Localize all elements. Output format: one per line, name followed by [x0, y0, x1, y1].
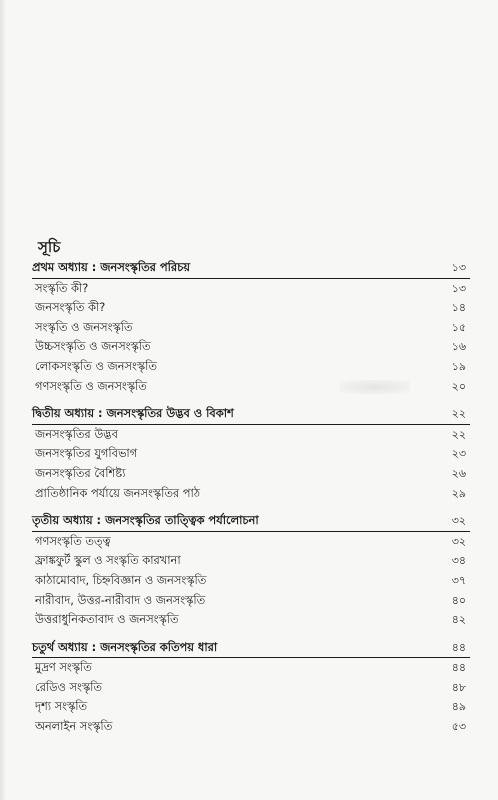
section-title: নারীবাদ, উত্তর-নারীবাদ ও জনসংস্কৃতি — [35, 592, 206, 607]
table-of-contents — [32, 258, 470, 737]
section-page-number: ১৩ — [451, 281, 466, 295]
section-title: উত্তরাধুনিকতাবাদ ও জনসংস্কৃতি — [35, 612, 179, 627]
toc-entry — [32, 279, 470, 299]
chapter-block — [32, 638, 470, 737]
toc-entry — [32, 717, 470, 737]
toc-entry — [32, 357, 470, 377]
toc-entry — [32, 551, 470, 571]
toc-entry — [32, 377, 470, 397]
page-edge-shadow — [0, 0, 6, 800]
chapter-heading-row — [32, 258, 470, 279]
chapter-page-number: ২২ — [451, 407, 466, 421]
section-page-number: ৪০ — [451, 593, 466, 607]
section-title: কাঠামোবাদ, চিহ্নবিজ্ঞান ও জনসংস্কৃতি — [35, 572, 207, 587]
chapter-page-number: ৩২ — [451, 514, 466, 528]
chapter-block — [32, 404, 470, 503]
chapter-block — [32, 258, 470, 396]
toc-entry — [32, 484, 470, 504]
toc-entry — [32, 464, 470, 484]
section-title: গণসংস্কৃতি ও জনসংস্কৃতি — [35, 378, 147, 393]
section-title: প্রাতিষ্ঠানিক পর্যায়ে জনসংস্কৃতির পাঠ — [35, 485, 200, 500]
toc-entry — [32, 425, 470, 445]
section-page-number: ২৯ — [451, 486, 466, 500]
toc-entry — [32, 610, 470, 630]
section-title: জনসংস্কৃতির যুগবিভাগ — [35, 446, 138, 461]
section-title: অনলাইন সংস্কৃতি — [35, 719, 113, 734]
section-title: মুদ্রণ সংস্কৃতি — [35, 660, 92, 675]
chapter-page-number: ১৩ — [451, 261, 466, 274]
section-page-number: ১৪ — [451, 301, 466, 315]
section-page-number: ২৬ — [451, 466, 466, 480]
section-page-number: ৪৯ — [451, 700, 466, 714]
section-title: জনসংস্কৃতির উদ্ভব — [35, 426, 118, 441]
toc-entry — [32, 532, 470, 552]
section-page-number: ১৬ — [451, 340, 466, 354]
section-page-number: ৩২ — [451, 534, 466, 548]
chapter-title: প্রথম অধ্যায় : জনসংস্কৃতির পরিচয় — [32, 260, 190, 274]
toc-entry — [32, 697, 470, 717]
section-page-number: ১৫ — [451, 320, 466, 334]
section-title: রেডিও সংস্কৃতি — [35, 679, 102, 694]
section-title: দৃশ্য সংস্কৃতি — [35, 699, 88, 714]
chapter-page-number: ৪৪ — [451, 640, 466, 654]
chapter-heading-row — [32, 511, 470, 532]
toc-entry — [32, 678, 470, 698]
section-page-number: ৪৪ — [451, 661, 466, 675]
toc-entry — [32, 658, 470, 678]
chapter-title: দ্বিতীয় অধ্যায় : জনসংস্কৃতির উদ্ভব ও বিকাশ — [32, 406, 234, 421]
section-title: জনসংস্কৃতি কী? — [35, 300, 106, 315]
section-page-number: ৫৩ — [451, 720, 466, 734]
section-page-number: ৪৮ — [451, 680, 466, 694]
toc-entry — [32, 444, 470, 464]
section-page-number: ৪২ — [451, 613, 466, 627]
section-page-number: ৩৪ — [451, 554, 466, 568]
toc-entry — [32, 298, 470, 318]
chapter-heading-row — [32, 404, 470, 425]
section-title: জনসংস্কৃতির বৈশিষ্ট্য — [35, 465, 126, 480]
section-title: সংস্কৃতি কী? — [35, 280, 89, 295]
section-page-number: ২২ — [451, 427, 466, 441]
toc-entry — [32, 318, 470, 338]
toc-entry — [32, 337, 470, 357]
section-title: গণসংস্কৃতি তত্ত্ব — [35, 533, 111, 548]
section-page-number: ২০ — [451, 379, 466, 393]
section-title: উচ্চসংস্কৃতি ও জনসংস্কৃতি — [35, 339, 151, 354]
section-title: ফ্রাঙ্কফুর্ট স্কুল ও সংস্কৃতি কারখানা — [35, 553, 181, 568]
section-title: লোকসংস্কৃতি ও জনসংস্কৃতি — [35, 358, 157, 373]
toc-entry — [32, 571, 470, 591]
toc-title: সূচি — [38, 238, 61, 256]
section-title: সংস্কৃতি ও জনসংস্কৃতি — [35, 319, 133, 334]
section-page-number: ১৯ — [451, 359, 466, 373]
section-page-number: ২৩ — [451, 447, 466, 461]
chapter-block — [32, 511, 470, 630]
toc-entry — [32, 591, 470, 611]
section-page-number: ৩৭ — [451, 573, 466, 587]
chapter-title: চতুর্থ অধ্যায় : জনসংস্কৃতির কতিপয় ধারা — [32, 639, 218, 654]
chapter-heading-row — [32, 638, 470, 659]
chapter-title: তৃতীয় অধ্যায় : জনসংস্কৃতির তাত্ত্বিক পর্যালোচনা — [32, 513, 259, 528]
